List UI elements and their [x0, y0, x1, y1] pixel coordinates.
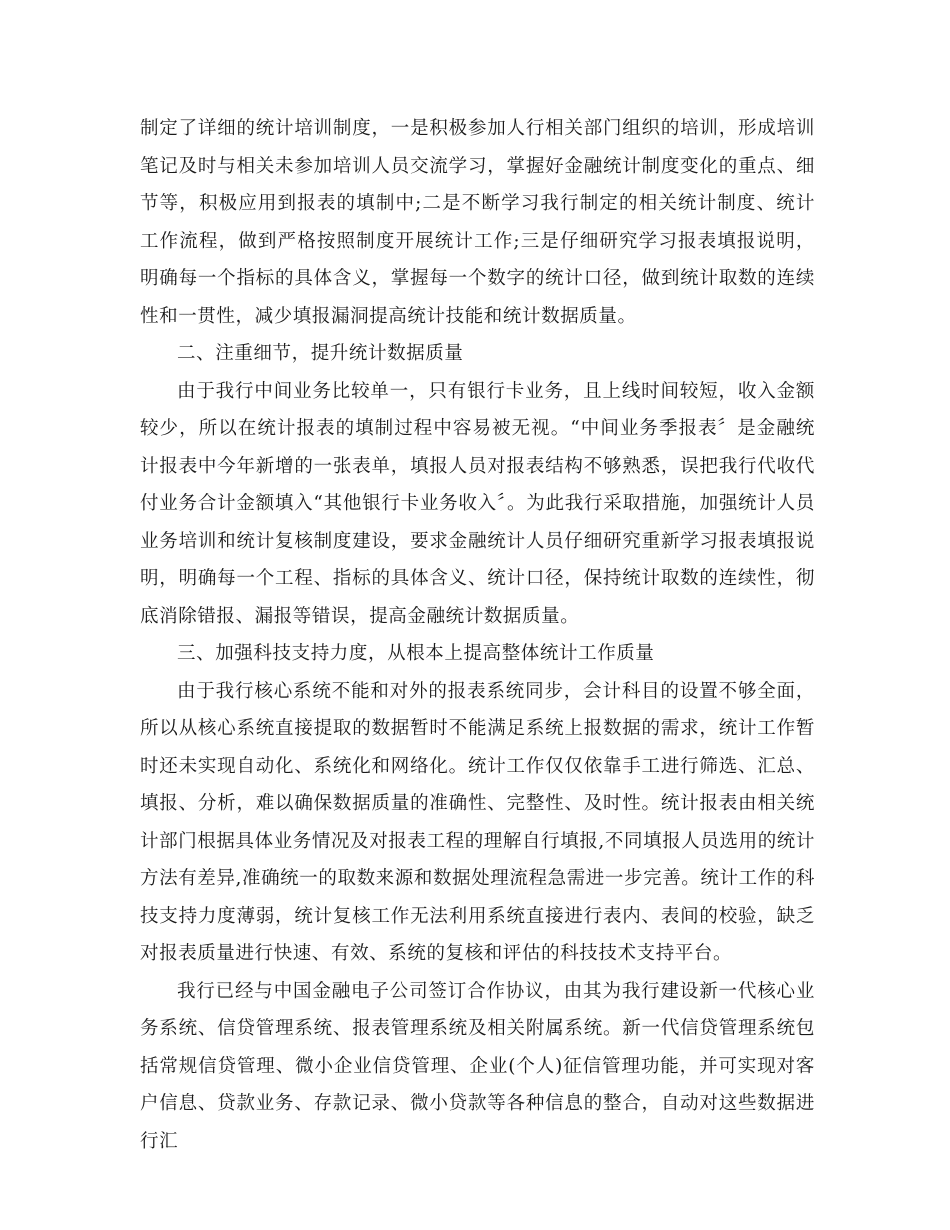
paragraph-intermediate-business: 由于我行中间业务比较单一，只有银行卡业务，且上线时间较短，收入金额较少，所以在统计报表的填制过程中容易被无视。“中间业务季报表〞是金融统计报表中今年新增的一张表单，填报人员对报表结构不够熟悉，误把我行代收代付业务合计金额填入“其他银行卡业务收入〞。为此我行采取措施，加强统计人员业务培训和统计复核制度建设，要求金融统计人员仔细研究重新学习报表填报说明，明确每一个工程、指标的具体含义、统计口径，保持统计取数的连续性，彻底消除错报、漏报等错误，提高金融统计数据质量。 — [140, 380, 815, 627]
document-body — [140, 110, 815, 1160]
section-heading-technology: 三、加强科技支持力度，从根本上提高整体统计工作质量 — [177, 643, 655, 664]
paragraph-training-system: 制定了详细的统计培训制度，一是积极参加人行相关部门组织的培训，形成培训笔记及时与相关未参加培训人员交流学习，掌握好金融统计制度变化的重点、细节等，积极应用到报表的填制中;二是不断学习我行制定的相关统计制度、统计工作流程，做到严格按照制度开展统计工作;三是仔细研究学习报表填报说明，明确每一个指标的具体含义，掌握每一个数字的统计口径，做到统计取数的连续性和一贯性，减少填报漏洞提高统计技能和统计数据质量。 — [140, 118, 815, 327]
paragraph-cooperation-agreement: 我行已经与中国金融电子公司签订合作协议，由其为我行建设新一代核心业务系统、信贷管理系统、报表管理系统及相关附属系统。新一代信贷管理系统包括常规信贷管理、微小企业信贷管理、企业(个人)征信管理功能，并可实现对客户信息、贷款业务、存款记录、微小贷款等各种信息的整合，自动对这些数据进行汇 — [140, 980, 815, 1152]
section-heading-detail: 二、注重细节，提升统计数据质量 — [177, 343, 464, 364]
paragraph-core-system: 由于我行核心系统不能和对外的报表系统同步，会计科目的设置不够全面，所以从核心系统直接提取的数据暂时不能满足系统上报数据的需求，统计工作暂时还未实现自动化、系统化和网络化。统计工作仅仅依靠手工进行筛选、汇总、填报、分析，难以确保数据质量的准确性、完整性、及时性。统计报表由相关统计部门根据具体业务情况及对报表工程的理解自行填报,不同填报人员选用的统计方法有差异,准确统一的取数来源和数据处理流程急需进一步完善。统计工作的科技支持力度薄弱，统计复核工作无法利用系统直接进行表内、表间的校验，缺乏对报表质量进行快速、有效、系统的复核和评估的科技技术支持平台。 — [140, 680, 815, 964]
